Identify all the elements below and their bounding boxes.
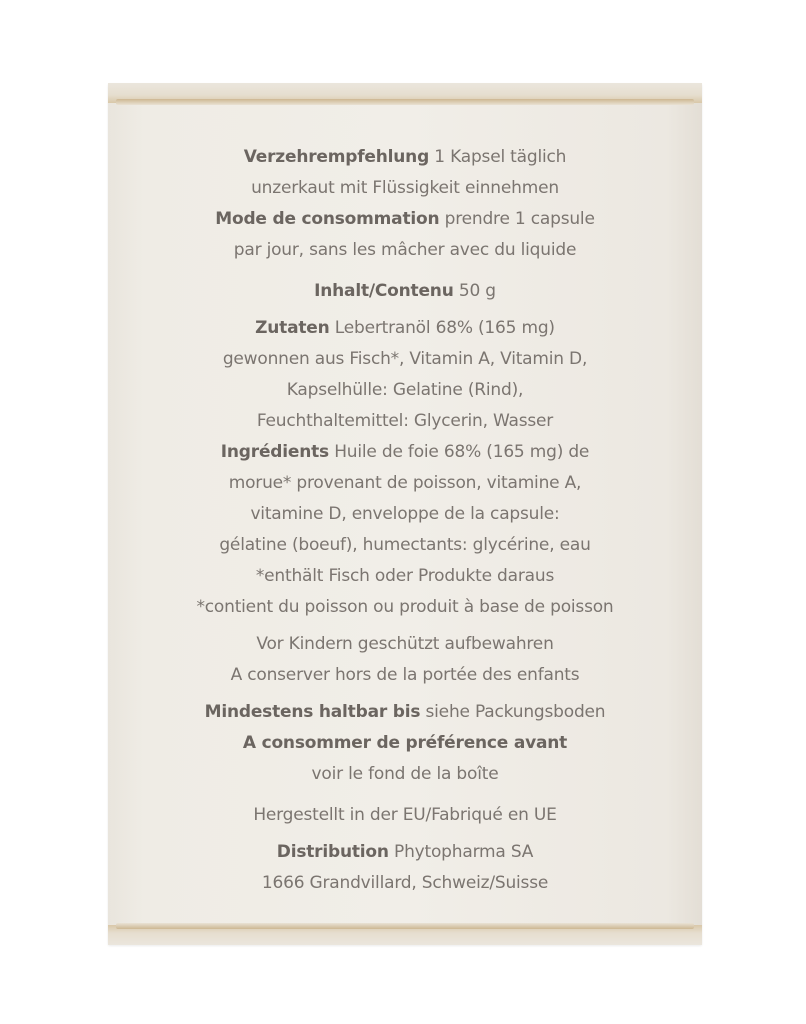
origin-line: Hergestellt in der EU/Fabriqué en UE (253, 805, 557, 825)
allergen-fr: *contient du poisson ou produit à base de poisson (196, 597, 614, 617)
package-top-flap (116, 99, 694, 105)
allergen-de: *enthält Fisch oder Produkte daraus (255, 566, 555, 586)
best-before-de-text: siehe Packungsboden (425, 702, 606, 722)
package-bottom-flap (116, 923, 694, 929)
best-before-de-label: Mindestens haltbar bis (204, 702, 421, 722)
content-label: Inhalt/Contenu (314, 281, 454, 301)
ingredients-de-line-1 (120, 313, 690, 344)
ingredients-de-line-4: Feuchthaltemittel: Glycerin, Wasser (256, 411, 554, 431)
best-before-fr-text: voir le fond de la boîte (311, 764, 499, 784)
content-value: 50 g (458, 281, 496, 301)
usage-de-line-2: unzerkaut mit Flüssigkeit einnehmen (251, 178, 559, 198)
ingredients-de-text-1: Lebertranöl 68% (165 mg) (334, 318, 555, 338)
distribution-label: Distribution (276, 842, 389, 862)
ingredients-fr-line-3: vitamine D, enveloppe de la capsule: (250, 504, 560, 524)
package-label-text (120, 142, 690, 899)
ingredients-fr-line-4: gélatine (boeuf), humectants: glycérine, eau (219, 535, 591, 555)
ingredients-fr-text-1: Huile de foie 68% (165 mg) de (334, 442, 590, 462)
ingredients-de-label: Zutaten (255, 318, 330, 338)
distribution-line (120, 837, 690, 868)
best-before-fr-label: A consommer de préférence avant (242, 733, 568, 753)
distribution-address: 1666 Grandvillard, Schweiz/Suisse (261, 873, 549, 893)
usage-de-label: Verzehrempfehlung (243, 147, 430, 167)
ingredients-de-line-3: Kapselhülle: Gelatine (Rind), (286, 380, 524, 400)
ingredients-fr-line-2: morue* provenant de poisson, vitamine A, (228, 473, 582, 493)
usage-fr-label: Mode de consommation (215, 209, 440, 229)
ingredients-de-line-2: gewonnen aus Fisch*, Vitamin A, Vitamin D, (222, 349, 588, 369)
usage-fr-text-1: prendre 1 capsule (444, 209, 595, 229)
ingredients-fr-line-1 (120, 437, 690, 468)
content-line (120, 276, 690, 307)
children-fr: A conserver hors de la portée des enfants (230, 665, 580, 685)
best-before-de (120, 697, 690, 728)
children-de: Vor Kindern geschützt aufbewahren (256, 634, 554, 654)
usage-de-line-1 (120, 142, 690, 173)
best-before-fr-label-line (120, 728, 690, 759)
distribution-company: Phytopharma SA (394, 842, 534, 862)
usage-fr-line-1 (120, 204, 690, 235)
usage-fr-line-2: par jour, sans les mâcher avec du liquide (233, 240, 577, 260)
ingredients-fr-label: Ingrédients (220, 442, 329, 462)
usage-de-text-1: 1 Kapsel täglich (434, 147, 567, 167)
